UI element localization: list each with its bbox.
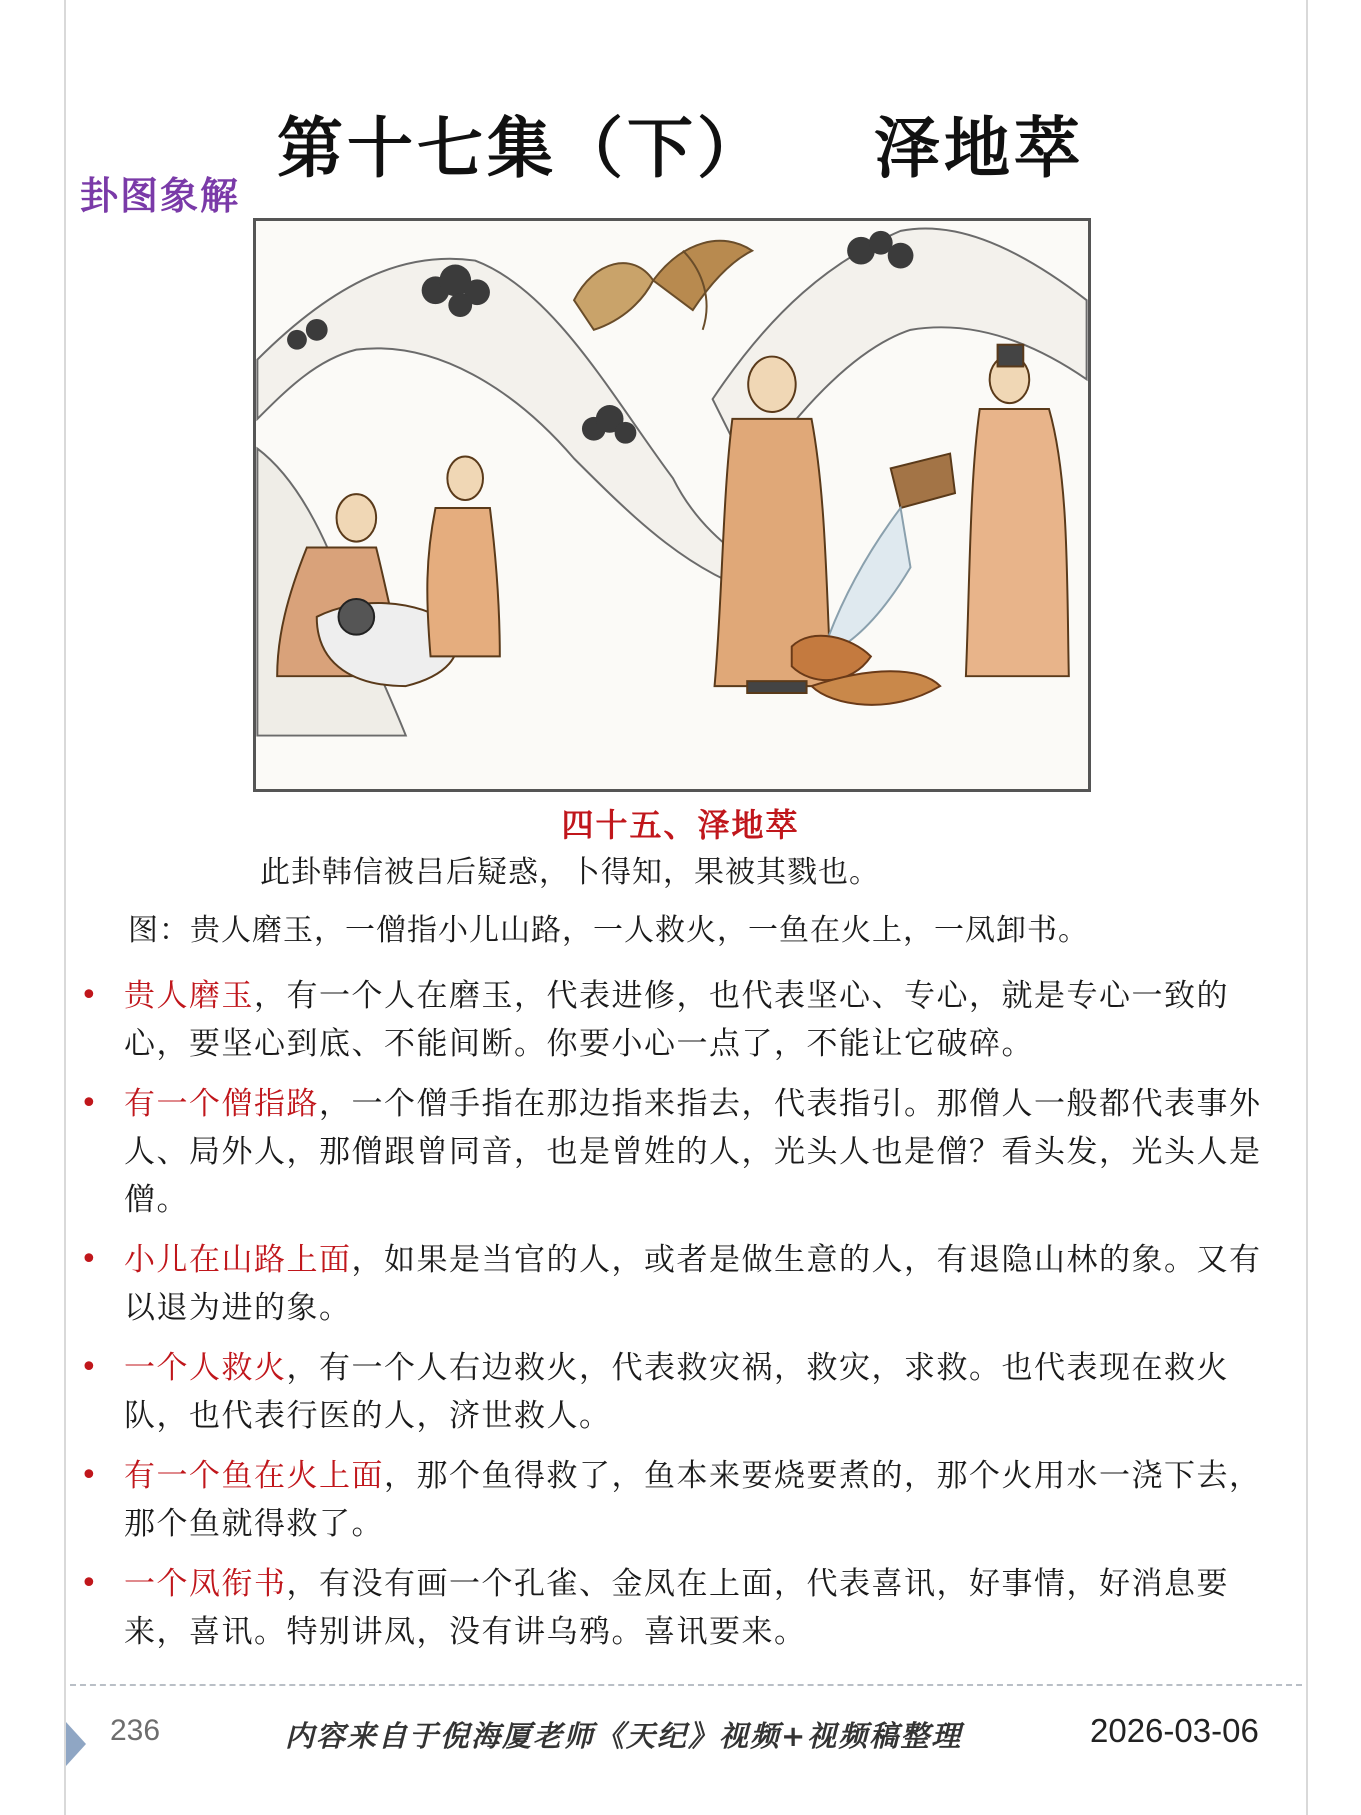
caption-description: 此卦韩信被吕后疑惑，卜得知，果被其戮也。 bbox=[260, 855, 880, 890]
section-label: 卦图象解 bbox=[80, 173, 241, 218]
hexagram-illustration bbox=[253, 218, 1091, 792]
page-number: 236 bbox=[110, 1714, 161, 1747]
list-item-text: ，有没有画一个孔雀、金凤在上面，代表喜讯，好事情，好消息要来，喜讯。特别讲凤，没有讲乌鸦。喜讯要来。 bbox=[124, 1566, 1229, 1650]
list-item bbox=[78, 1080, 1288, 1224]
list-item bbox=[78, 972, 1288, 1068]
list-item bbox=[78, 1236, 1288, 1332]
list-item-highlight: 贵人磨玉 bbox=[124, 978, 254, 1014]
footer-source-note: 内容来自于倪海厦老师《天纪》视频+视频稿整理 bbox=[285, 1719, 963, 1753]
footer-divider bbox=[70, 1684, 1302, 1686]
list-item-highlight: 一个人救火 bbox=[124, 1350, 287, 1386]
caption-picture-summary: 图：贵人磨玉，一僧指小儿山路，一人救火，一鱼在火上，一凤卸书。 bbox=[128, 913, 1089, 948]
bullet-icon: • bbox=[80, 1350, 100, 1385]
list-item-text: ，有一个人在磨玉，代表进修，也代表坚心、专心，就是专心一致的心，要坚心到底、不能间断。你要小心一点了，不能让它破碎。 bbox=[124, 978, 1229, 1062]
page-title: 第十七集（下） 泽地萃 bbox=[277, 109, 1084, 187]
list-item bbox=[78, 1344, 1288, 1440]
list-item-text: ，那个鱼得救了，鱼本来要烧要煮的，那个火用水一浇下去，那个鱼就得救了。 bbox=[124, 1458, 1262, 1542]
list-item-highlight: 小儿在山路上面 bbox=[124, 1242, 352, 1278]
explanation-list bbox=[78, 972, 1288, 1668]
list-item-highlight: 一个凤衔书 bbox=[124, 1566, 287, 1602]
footer-date: 2026-03-06 bbox=[1090, 1712, 1259, 1749]
next-page-arrow-icon[interactable] bbox=[66, 1722, 86, 1766]
page-border-left bbox=[64, 0, 66, 1815]
list-item-text: ，如果是当官的人，或者是做生意的人，有退隐山林的象。又有以退为进的象。 bbox=[124, 1242, 1262, 1326]
list-item bbox=[78, 1560, 1288, 1656]
page-border-right bbox=[1306, 0, 1308, 1815]
bullet-icon: • bbox=[80, 1086, 100, 1121]
list-item bbox=[78, 1452, 1288, 1548]
bullet-icon: • bbox=[80, 978, 100, 1013]
caption-title: 四十五、泽地萃 bbox=[561, 806, 800, 844]
list-item-text: ，一个僧手指在那边指来指去，代表指引。那僧人一般都代表事外人、局外人，那僧跟曾同音，也是曾姓的人，光头人也是僧？看头发，光头人是僧。 bbox=[124, 1086, 1262, 1218]
list-item-highlight: 有一个僧指路 bbox=[124, 1086, 319, 1122]
list-item-highlight: 有一个鱼在火上面 bbox=[124, 1458, 384, 1494]
bullet-icon: • bbox=[80, 1458, 100, 1493]
bullet-icon: • bbox=[80, 1242, 100, 1277]
bullet-icon: • bbox=[80, 1566, 100, 1601]
list-item-text: ，有一个人右边救火，代表救灾祸，救灾，求救。也代表现在救火队，也代表行医的人，济世救人。 bbox=[124, 1350, 1229, 1434]
illustration-drawing bbox=[256, 221, 1088, 789]
